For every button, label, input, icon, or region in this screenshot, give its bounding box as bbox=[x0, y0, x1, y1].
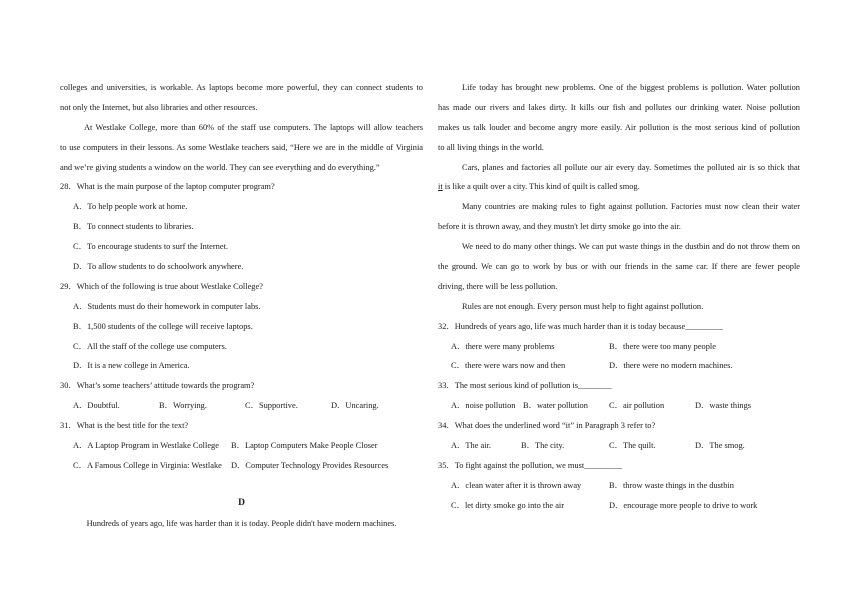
question-35-option-b: B．throw waste things in the dustbin bbox=[609, 480, 734, 490]
question-32-options-ab bbox=[438, 337, 800, 357]
left-column bbox=[60, 78, 423, 534]
passage-line: has made our rivers and lakes dirty. It kills our fish and pollutes our drinking water. Noise pollution bbox=[438, 102, 800, 112]
question-35-option-d: D．encourage more people to drive to work bbox=[609, 500, 758, 510]
underlined-word: it bbox=[438, 182, 443, 192]
passage-line: and we’re giving students a window on the world. They can see everything and do everything.” bbox=[60, 162, 380, 172]
question-34-option-c: C．The quilt. bbox=[609, 441, 656, 451]
question-31-option-d: D．Computer Technology Provides Resources bbox=[231, 460, 389, 470]
question-32-option-d: D．there were no modern machines. bbox=[609, 361, 733, 371]
question-33-option-a: A．noise pollution bbox=[451, 401, 516, 411]
passage-line: before it is thrown away, and they mustn't let dirty smoke go into the air. bbox=[438, 222, 681, 232]
question-35-stem: 35．To fight against the pollution, we must_________ bbox=[438, 460, 622, 470]
passage-line-rest: is like a quilt over a city. This kind of quilt is called smog. bbox=[444, 182, 640, 192]
passage-line: Rules are not enough. Every person must help to fight against pollution. bbox=[462, 301, 704, 311]
question-32-option-c: C．there were wars now and then bbox=[451, 361, 566, 371]
question-33-options bbox=[438, 396, 800, 416]
question-28-option-c: C．To encourage students to surf the Internet. bbox=[73, 242, 229, 252]
question-30-option-c: C．Supportive. bbox=[245, 401, 298, 411]
passage-line: At Westlake College, more than 60% of the staff use computers. The laptops will allow teachers bbox=[84, 122, 423, 132]
right-column bbox=[438, 78, 800, 516]
question-31-option-c: C．A Famous College in Virginia: Westlake bbox=[73, 460, 222, 470]
question-31-stem: 31．What is the best title for the text? bbox=[60, 421, 189, 431]
question-29-option-b: B．1,500 students of the college will receive laptops. bbox=[73, 321, 253, 331]
passage-line bbox=[438, 177, 800, 197]
passage-line: Cars, planes and factories all pollute our air every day. Sometimes the polluted air is so thick that bbox=[462, 162, 800, 172]
question-35-options-ab bbox=[438, 476, 800, 496]
question-31-option-b: B．Laptop Computers Make People Closer bbox=[231, 441, 378, 451]
question-30-options bbox=[60, 396, 423, 416]
question-35-option-c: C．let dirty smoke go into the air bbox=[451, 500, 565, 510]
passage-line: to all living things in the world. bbox=[438, 142, 544, 152]
question-28-option-d: D．To allow students to do schoolwork anywhere. bbox=[73, 262, 244, 272]
passage-line: to use computers in their lessons. As some Westlake teachers said, “Here we are in the middle of Virginia bbox=[60, 142, 423, 152]
question-29-stem: 29．Which of the following is true about Westlake College? bbox=[60, 281, 263, 291]
question-35-option-a: A．clean water after it is thrown away bbox=[451, 480, 582, 490]
passage-line: makes us talk louder and become angry more easily. Air pollution is the most serious kind of pollution bbox=[438, 122, 800, 132]
question-35-options-cd bbox=[438, 496, 800, 516]
question-34-options bbox=[438, 436, 800, 456]
question-33-stem: 33．The most serious kind of pollution is________ bbox=[438, 381, 612, 391]
passage-line: driving, there will be less pollution. bbox=[438, 281, 558, 291]
question-29-option-a: A．Students must do their homework in computer labs. bbox=[73, 301, 261, 311]
passage-line: the ground. We can go to work by bus or with our friends in the same car. If there are fewer people bbox=[438, 262, 800, 272]
question-30-option-a: A．Doubtful. bbox=[73, 401, 120, 411]
question-34-stem: 34．What does the underlined word “it” in Paragraph 3 refer to? bbox=[438, 421, 656, 431]
question-28-stem: 28．What is the main purpose of the laptop computer program? bbox=[60, 182, 275, 192]
passage-line: not only the Internet, but also libraries and other resources. bbox=[60, 102, 258, 112]
question-28-option-b: B．To connect students to libraries. bbox=[73, 222, 194, 232]
question-32-option-b: B．there were too many people bbox=[609, 341, 716, 351]
question-34-option-d: D．The smog. bbox=[695, 441, 745, 451]
question-32-stem: 32．Hundreds of years ago, life was much harder than it is today because_________ bbox=[438, 321, 723, 331]
passage-line: We need to do many other things. We can put waste things in the dustbin and do not throw them on bbox=[462, 242, 800, 252]
question-34-option-a: A．The air. bbox=[451, 441, 492, 451]
question-33-option-d: D．waste things bbox=[695, 401, 752, 411]
passage-line: colleges and universities, is workable. As laptops become more powerful, they can connect students to bbox=[60, 83, 423, 92]
question-28-option-a: A．To help people work at home. bbox=[73, 202, 188, 212]
question-29-option-d: D．It is a new college in America. bbox=[73, 361, 190, 371]
passage-line: Many countries are making rules to fight against pollution. Factories must now clean their water bbox=[462, 202, 800, 212]
question-32-option-a: A．there were many problems bbox=[451, 341, 555, 351]
section-d-heading: D bbox=[238, 497, 245, 508]
question-33-option-b: B．water pollution bbox=[523, 401, 588, 411]
question-30-stem: 30．What’s some teachers’ attitude towards the program? bbox=[60, 381, 255, 391]
question-34-option-b: B．The city. bbox=[521, 441, 565, 451]
question-31-option-a: A．A Laptop Program in Westlake College bbox=[73, 441, 219, 451]
question-30-option-d: D．Uncaring. bbox=[331, 401, 379, 411]
passage-d-first-line: Hundreds of years ago, life was harder than it is today. People didn't have modern machines. bbox=[86, 518, 397, 528]
question-32-options-cd bbox=[438, 356, 800, 376]
question-33-option-c: C．air pollution bbox=[609, 401, 665, 411]
question-31-options-cd bbox=[60, 456, 423, 476]
passage-line: Life today has brought new problems. One of the biggest problems is pollution. Water pollution bbox=[462, 83, 800, 92]
question-30-option-b: B．Worrying. bbox=[159, 401, 207, 411]
question-31-options-ab bbox=[60, 436, 423, 456]
question-29-option-c: C．All the staff of the college use computers. bbox=[73, 341, 227, 351]
